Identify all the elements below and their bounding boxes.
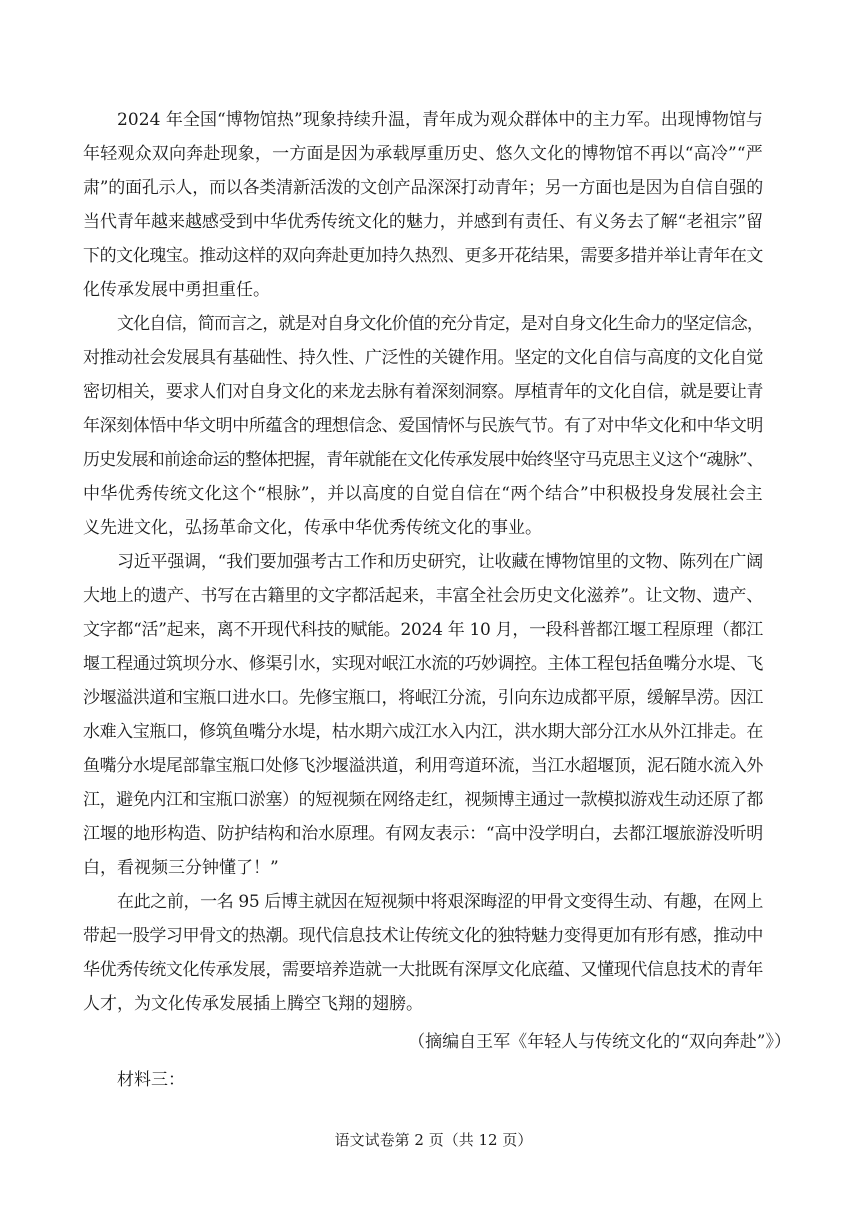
text-line: 习近平强调，“我们要加强考古工作和历史研究，让收藏在博物馆里的文物、陈列在广阔 [117, 552, 763, 572]
text-line: 水难入宝瓶口，修筑鱼嘴分水堤，枯水期六成江水入内江，洪水期大部分江水从外江排走。在 [83, 722, 763, 742]
text-line: 文化自信，简而言之，就是对自身文化价值的充分肯定，是对自身文化生命力的坚定信念， [117, 314, 763, 334]
article-body [83, 103, 797, 1097]
text-line: 对推动社会发展具有基础性、持久性、广泛性的关键作用。坚定的文化自信与高度的文化自觉 [83, 348, 763, 368]
text-line: 江堰的地形构造、防护结构和治水原理。有网友表示：“高中没学明白，去都江堰旅游没听明 [83, 824, 763, 844]
paragraph [83, 545, 797, 885]
page-footer: 语文试卷第 2 页（共 12 页） [334, 1131, 533, 1149]
text-line: 在此之前，一名 95 后博主就因在短视频中将艰深晦涩的甲骨文变得生动、有趣，在网上 [117, 892, 763, 912]
text-line: 文字都“活”起来，离不开现代科技的赋能。2024 年 10 月，一段科普都江堰工程原理（都江 [83, 620, 763, 640]
text-line: 密切相关，要求人们对自身文化的来龙去脉有着深刻洞察。厚植青年的文化自信，就是要让青 [83, 382, 763, 402]
text-line: 中华优秀传统文化这个“根脉”，并以高度的自觉自信在“两个结合”中积极投身发展社会主 [83, 484, 763, 504]
text-line: 下的文化瑰宝。推动这样的双向奔赴更加持久热烈、更多开花结果，需要多措并举让青年在文 [83, 246, 763, 266]
text-line: 鱼嘴分水堤尾部靠宝瓶口处修飞沙堰溢洪道，利用弯道环流，当江水超堰顶，泥石随水流入外 [83, 756, 763, 776]
paragraph [83, 307, 797, 545]
text-line: 华优秀传统文化传承发展，需要培养造就一大批既有深厚文化底蕴、又懂现代信息技术的青年 [83, 960, 763, 980]
text-line: 堰工程通过筑坝分水、修渠引水，实现对岷江水流的巧妙调控。主体工程包括鱼嘴分水堤、飞 [83, 654, 763, 674]
text-line: 2024 年全国“博物馆热”现象持续升温，青年成为观众群体中的主力军。出现博物馆与 [117, 110, 763, 130]
text-line: 肃”的面孔示人，而以各类清新活泼的文创产品深深打动青年；另一方面也是因为自信自强的 [83, 178, 763, 198]
text-line: 江，避免内江和宝瓶口淤塞）的短视频在网络走红，视频博主通过一款模拟游戏生动还原了都 [83, 790, 763, 810]
paragraph-list [83, 103, 797, 1021]
source-citation: （摘编自王军《年轻人与传统文化的“双向奔赴”》） [408, 1032, 791, 1052]
paragraph [83, 885, 797, 1021]
text-line: 历史发展和前途命运的整体把握，青年就能在文化传承发展中始终坚守马克思主义这个“魂脉”、 [83, 450, 763, 470]
paragraph [83, 103, 797, 307]
text-line: 沙堰溢洪道和宝瓶口进水口。先修宝瓶口，将岷江分流，引向东边成都平原，缓解旱涝。因江 [83, 688, 763, 708]
text-line: 大地上的遗产、书写在古籍里的文字都活起来，丰富全社会历史文化滋养”。让文物、遗产、 [83, 586, 763, 606]
text-line: 化传承发展中勇担重任。 [83, 280, 270, 300]
text-line: 带起一股学习甲骨文的热潮。现代信息技术让传统文化的独特魅力变得更加有形有感，推动中 [83, 926, 763, 946]
text-line: 白，看视频三分钟懂了！” [83, 858, 279, 878]
text-line: 年轻观众双向奔赴现象，一方面是因为承载厚重历史、悠久文化的博物馆不再以“高冷”“严 [83, 144, 763, 164]
material-heading: 材料三： [117, 1070, 185, 1090]
text-line: 年深刻体悟中华文明中所蕴含的理想信念、爱国情怀与民族气节。有了对中华文化和中华文明 [83, 416, 763, 436]
text-line: 当代青年越来越感受到中华优秀传统文化的魅力，并感到有责任、有义务去了解“老祖宗”留 [83, 212, 763, 232]
text-line: 人才，为文化传承发展插上腾空飞翔的翅膀。 [83, 994, 423, 1014]
text-line: 义先进文化，弘扬革命文化，传承中华优秀传统文化的事业。 [83, 518, 542, 538]
